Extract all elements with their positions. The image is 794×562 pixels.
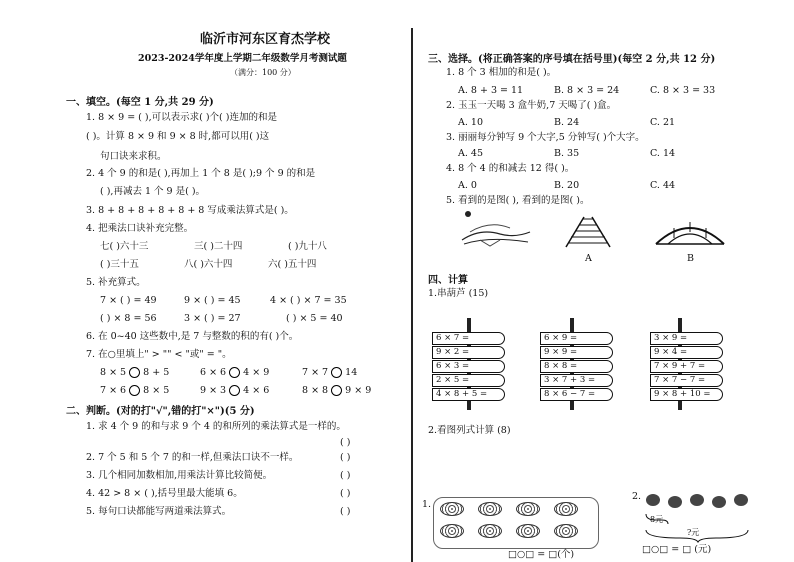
choice-option: A. 8 + 3 = 11 — [458, 85, 524, 96]
choice-option: C. 14 — [650, 148, 676, 159]
q5-item: 7 × ( ) = 49 — [100, 295, 157, 306]
equation-blank-2[interactable]: □○□ = □ (元) — [642, 544, 712, 555]
unit-price: 8元 — [650, 515, 664, 524]
choice-q5: 5. 看到的是图( ), 看到的是图( )。 — [446, 195, 590, 206]
exam-title: 2023-2024学年度上学期二年级数学月考测试题 — [138, 53, 347, 64]
ladder-bridge-a — [560, 215, 616, 249]
judge-answer[interactable]: ( ) — [340, 437, 351, 448]
bowl-icon — [516, 524, 540, 538]
bowl-icon — [440, 524, 464, 538]
q5-item: 3 × ( ) = 27 — [184, 313, 241, 324]
calc-sub1: 1.串葫芦 (15) — [428, 288, 489, 299]
picture-problem-1-label: 1. — [422, 499, 432, 510]
choice-q4: 4. 8 个 4 的和减去 12 得( )。 — [446, 163, 575, 174]
full-score: （满分：100 分） — [230, 68, 296, 77]
q4-item: 七( )六十三 — [100, 241, 149, 252]
q5-item: ( ) × 5 = 40 — [286, 313, 343, 324]
q7-compare: 6 × 6 4 × 9 — [200, 367, 270, 378]
calc-item[interactable]: 9 × 2 = — [432, 346, 505, 359]
picture-problem-2-label: 2. — [632, 491, 642, 502]
q7-compare: 8 × 5 8 + 5 — [100, 367, 170, 378]
bowl-icon — [516, 502, 540, 516]
judge-item: 3. 几个相同加数相加,用乘法计算比较简便。 — [86, 470, 273, 481]
section-fill-title: 一、填空。(每空 1 分,共 29 分) — [66, 97, 214, 108]
calc-column-3 — [650, 332, 723, 402]
q1-line3: 句口诀来求积。 — [100, 151, 167, 162]
q5: 5. 补充算式。 — [86, 277, 146, 288]
judge-item: 4. 42 > 8 × ( ),括号里最大能填 6。 — [86, 488, 243, 499]
calc-item[interactable]: 7 × 7 − 7 = — [650, 374, 723, 387]
column-divider — [411, 28, 413, 562]
q7-compare: 9 × 3 4 × 6 — [200, 385, 270, 396]
q2-line2: ( ),再减去 1 个 9 是( )。 — [100, 186, 206, 197]
arch-bridge-b — [654, 218, 726, 248]
q3: 3. 8 + 8 + 8 + 8 + 8 + 8 写成乘法算式是( )。 — [86, 205, 294, 216]
calc-column-1 — [432, 332, 505, 402]
section-judge-title: 二、判断。(对的打"√",错的打"×")(5 分) — [66, 406, 255, 417]
choice-option: C. 21 — [650, 117, 676, 128]
choice-option: C. 44 — [650, 180, 676, 191]
choice-option: A. 10 — [458, 117, 483, 128]
choice-option: B. 35 — [554, 148, 580, 159]
bowl-icon — [440, 502, 464, 516]
q6: 6. 在 0~40 这些数中,是 7 与整数的积的有( )个。 — [86, 331, 299, 342]
calc-item[interactable]: 9 × 9 = — [540, 346, 613, 359]
bag-icon — [734, 494, 748, 506]
q1-line2: ( )。计算 8 × 9 和 9 × 8 时,都可以用( )这 — [86, 131, 270, 142]
compare-circle[interactable] — [129, 385, 140, 396]
calc-item[interactable]: 6 × 7 = — [432, 332, 505, 345]
section-choice-title: 三、选择。(将正确答案的序号填在括号里)(每空 2 分,共 12 分) — [428, 54, 716, 65]
compare-circle[interactable] — [331, 385, 342, 396]
bag-icon — [646, 494, 660, 506]
calc-item[interactable]: 3 × 7 + 3 = — [540, 374, 613, 387]
label-a: A — [585, 253, 592, 264]
calc-item[interactable]: 9 × 4 = — [650, 346, 723, 359]
calc-item[interactable]: 8 × 8 = — [540, 360, 613, 373]
calc-item[interactable]: 4 × 8 + 5 = — [432, 388, 505, 401]
q7-compare: 7 × 7 14 — [302, 367, 358, 378]
judge-item: 1. 求 4 个 9 的和与求 9 个 4 的和所列的乘法算式是一样的。 — [86, 421, 346, 432]
choice-option: B. 20 — [554, 180, 580, 191]
q2-line1: 2. 4 个 9 的和是( ),再加上 1 个 8 是( );9 个 9 的和是 — [86, 168, 316, 179]
calc-column-2 — [540, 332, 613, 402]
bag-icon — [668, 496, 682, 508]
label-b: B — [687, 253, 694, 264]
q4: 4. 把乘法口诀补充完整。 — [86, 223, 194, 234]
choice-option: A. 0 — [458, 180, 477, 191]
bag-icon — [712, 496, 726, 508]
compare-circle[interactable] — [331, 367, 342, 378]
judge-item: 2. 7 个 5 和 5 个 7 的和一样,但乘法口诀不一样。 — [86, 452, 299, 463]
q7: 7. 在○里填上" > "" < "或" = "。 — [86, 349, 232, 360]
compare-circle[interactable] — [129, 367, 140, 378]
choice-option: A. 45 — [458, 148, 483, 159]
judge-item: 5. 每句口诀都能写两道乘法算式。 — [86, 506, 232, 517]
q7-compare: 8 × 8 9 × 9 — [302, 385, 372, 396]
bowl-icon — [478, 502, 502, 516]
bowl-icon — [554, 524, 578, 538]
bridge-view-illustration — [460, 210, 532, 248]
total-price: ?元 — [687, 528, 700, 537]
q5-item: 9 × ( ) = 45 — [184, 295, 241, 306]
judge-answer[interactable]: ( ) — [340, 488, 351, 499]
calc-item[interactable]: 3 × 9 = — [650, 332, 723, 345]
q4-item: ( )九十八 — [288, 241, 327, 252]
q4-item: 八( )六十四 — [184, 259, 233, 270]
judge-answer[interactable]: ( ) — [340, 506, 351, 517]
compare-circle[interactable] — [229, 367, 240, 378]
calc-item[interactable]: 2 × 5 = — [432, 374, 505, 387]
choice-option: B. 24 — [554, 117, 580, 128]
equation-blank-1[interactable]: □○□ = □(个) — [508, 549, 575, 560]
q5-item: 4 × ( ) × 7 = 35 — [270, 295, 347, 306]
choice-q1: 1. 8 个 3 相加的和是( )。 — [446, 67, 557, 78]
calc-item[interactable]: 6 × 3 = — [432, 360, 505, 373]
bag-icon — [690, 494, 704, 506]
calc-item[interactable]: 6 × 9 = — [540, 332, 613, 345]
calc-sub2: 2.看图列式计算 (8) — [428, 425, 511, 436]
q4-item: 六( )五十四 — [268, 259, 317, 270]
q1-line1: 1. 8 × 9 = ( ),可以表示求( )个( )连加的和是 — [86, 112, 277, 123]
calc-item[interactable]: 9 × 8 + 10 = — [650, 388, 723, 401]
choice-option: B. 8 × 3 = 24 — [554, 85, 620, 96]
q4-item: 三( )二十四 — [194, 241, 243, 252]
choice-q3: 3. 丽丽每分钟写 9 个大字,5 分钟写( )个大字。 — [446, 132, 645, 143]
judge-answer[interactable]: ( ) — [340, 470, 351, 481]
calc-item[interactable]: 8 × 6 − 7 = — [540, 388, 613, 401]
compare-circle[interactable] — [229, 385, 240, 396]
choice-option: C. 8 × 3 = 33 — [650, 85, 716, 96]
q4-item: ( )三十五 — [100, 259, 139, 270]
calc-item[interactable]: 7 × 9 + 7 = — [650, 360, 723, 373]
section-calc-title: 四、计算 — [428, 275, 468, 286]
choice-q2: 2. 玉玉一天喝 3 盒牛奶,7 天喝了( )盒。 — [446, 100, 617, 111]
bowl-icon — [554, 502, 578, 516]
q5-item: ( ) × 8 = 56 — [100, 313, 157, 324]
q7-compare: 7 × 6 8 × 5 — [100, 385, 170, 396]
bowl-icon — [478, 524, 502, 538]
judge-answer[interactable]: ( ) — [340, 452, 351, 463]
school-name: 临沂市河东区育杰学校 — [200, 32, 331, 47]
